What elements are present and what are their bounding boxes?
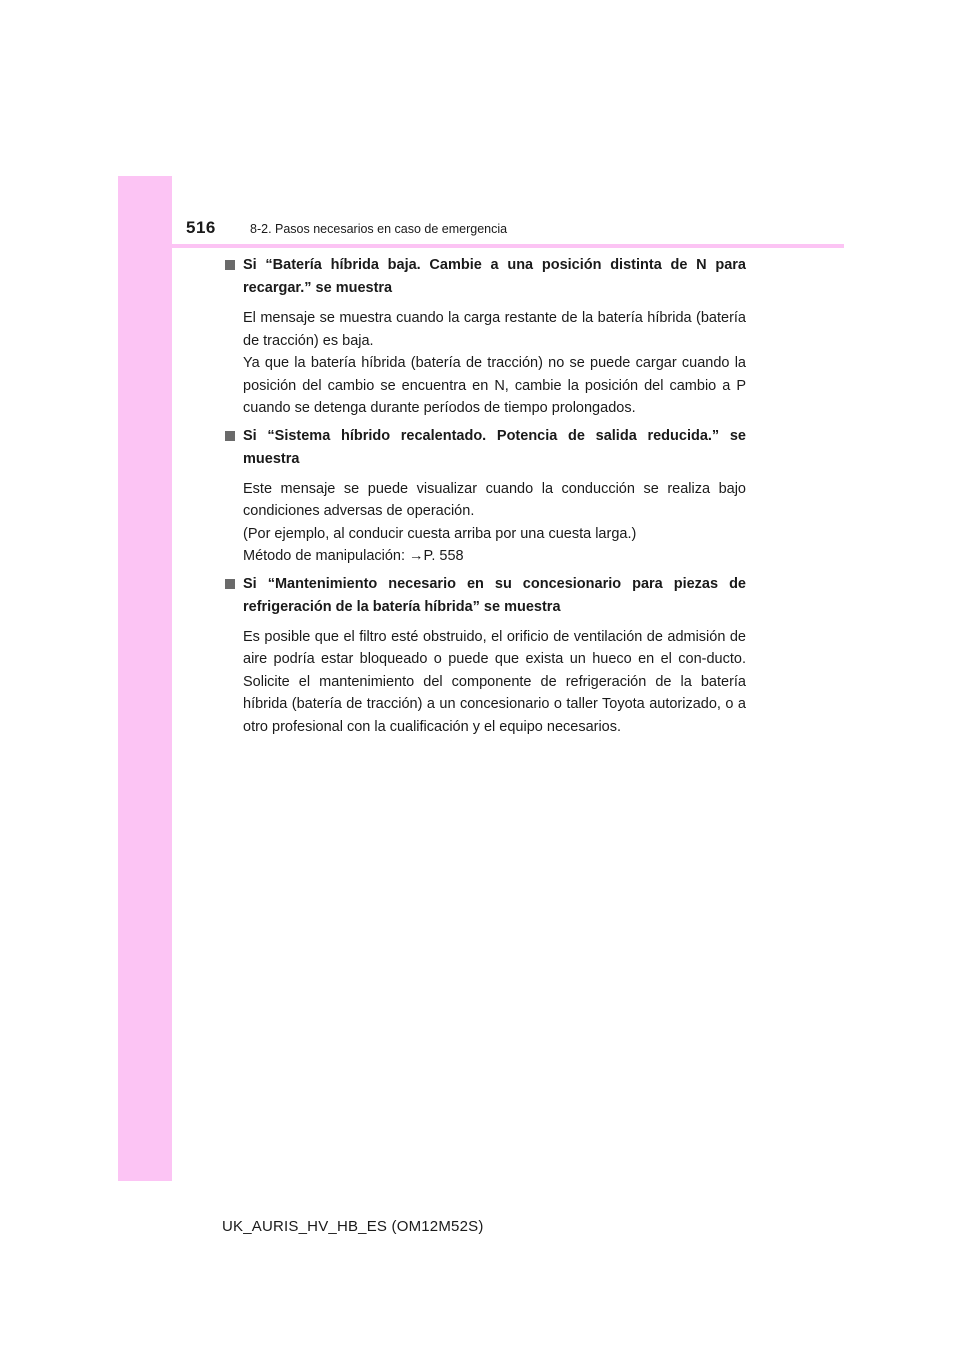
item-heading-text: Si “Mantenimiento necesario en su concesionario para piezas de refrigeración de la batería híbrida” se muestra bbox=[243, 575, 746, 615]
section-title: 8-2. Pasos necesarios en caso de emergencia bbox=[250, 222, 508, 236]
main-content bbox=[222, 254, 746, 743]
item-heading-text: Si “Batería híbrida baja. Cambie a una posición distinta de N para recargar.” se muestra bbox=[243, 257, 746, 296]
item-body bbox=[222, 307, 746, 420]
message-item bbox=[222, 425, 746, 568]
item-heading-text: Si “Sistema híbrido recalentado. Potencia de salida reducida.” se muestra bbox=[243, 427, 746, 467]
square-bullet-icon bbox=[225, 260, 235, 270]
header-rule bbox=[118, 244, 844, 248]
body-paragraph: (Por ejemplo, al conducir cuesta arriba por una cuesta larga.) bbox=[243, 525, 637, 542]
item-heading bbox=[222, 425, 746, 471]
item-heading bbox=[222, 573, 746, 619]
body-paragraph: Este mensaje se puede visualizar cuando la conducción se realiza bajo condiciones adversas de operación. bbox=[243, 480, 746, 519]
side-color-band bbox=[118, 176, 172, 1181]
item-body bbox=[222, 478, 746, 568]
body-paragraph: Es posible que el filtro esté obstruido, el orificio de ventilación de admisión de aire podría estar bloqueado o puede que exista un hueco en el con-ducto. Solicite el mantenimiento del componente de refrigeración de la batería híbrida (batería de tracción) a un concesionario o taller Toyota autorizado, o a otro profesional con la cualificación y el equipo necesarios. bbox=[243, 628, 746, 735]
body-paragraph: El mensaje se muestra cuando la carga restante de la batería híbrida (batería de tracción) es baja. bbox=[243, 310, 746, 349]
square-bullet-icon bbox=[225, 579, 235, 589]
body-paragraph: Método de manipulación: →P. 558 bbox=[243, 548, 464, 564]
square-bullet-icon bbox=[225, 431, 235, 441]
message-item bbox=[222, 254, 746, 420]
item-body bbox=[222, 626, 746, 739]
item-heading bbox=[222, 254, 746, 300]
page-number: 516 bbox=[186, 218, 216, 237]
message-item bbox=[222, 573, 746, 739]
body-paragraph: Ya que la batería híbrida (batería de tracción) no se puede cargar cuando la posición del cambio se encuentra en N, cambie la posición del cambio a P cuando se detenga durante períodos de tiempo prolongados. bbox=[243, 355, 746, 416]
document-code: UK_AURIS_HV_HB_ES (OM12M52S) bbox=[222, 1218, 484, 1235]
